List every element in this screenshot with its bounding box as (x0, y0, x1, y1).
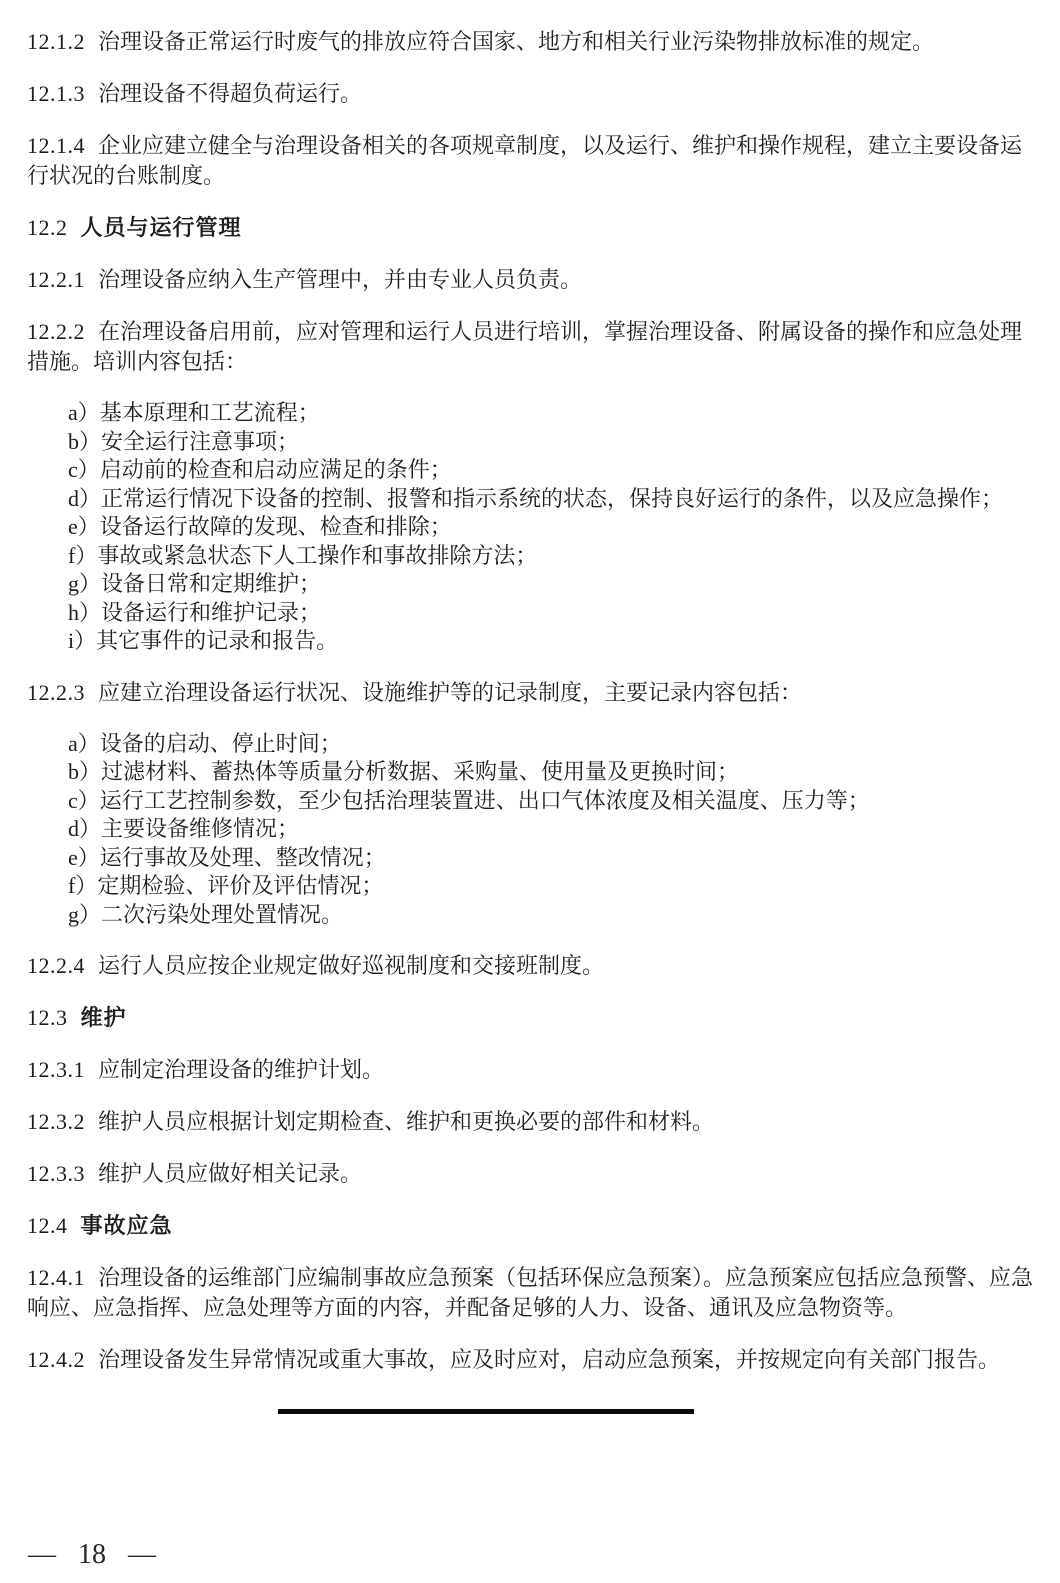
clause-number: 12.2.4 (27, 953, 85, 978)
end-of-text-divider (278, 1409, 694, 1414)
list-item: h）设备运行和维护记录； (68, 599, 322, 625)
section-number: 12.2 (27, 215, 68, 240)
clause-text: 治理设备正常运行时废气的排放应符合国家、地方和相关行业污染物排放标准的规定。 (98, 29, 935, 54)
clause-paragraph (27, 1107, 1035, 1137)
clause-number: 12.3.2 (27, 1109, 85, 1134)
clause-text: 维护人员应根据计划定期检查、维护和更换必要的部件和材料。 (98, 1109, 715, 1134)
list-item: g）设备日常和定期维护； (68, 571, 322, 596)
list-item: d）正常运行情况下设备的控制、报警和指示系统的状态，保持良好运行的条件，以及应急操作； (68, 485, 1004, 511)
clause-number: 12.1.3 (27, 81, 85, 106)
section-heading (27, 1211, 1035, 1241)
clause-number: 12.2.2 (27, 319, 85, 344)
clause-number: 12.1.2 (27, 29, 85, 54)
list-item: f）事故或紧急状态下人工操作和事故排除方法； (68, 542, 538, 568)
clause-paragraph (27, 1055, 1035, 1085)
clause-text: 维护人员应做好相关记录。 (98, 1161, 363, 1186)
list-item: e）运行事故及处理、整改情况； (68, 844, 386, 870)
clause-list (27, 730, 1035, 930)
clause-paragraph (27, 265, 1035, 295)
list-item: b）过滤材料、蓄热体等质量分析数据、采购量、使用量及更换时间； (68, 759, 740, 784)
clause-text: 运行人员应按企业规定做好巡视制度和交接班制度。 (98, 953, 605, 978)
clause-number: 12.4.1 (27, 1265, 85, 1290)
list-item: c）启动前的检查和启动应满足的条件； (68, 457, 452, 482)
list-item: e）设备运行故障的发现、检查和排除； (68, 514, 452, 539)
section-heading (27, 213, 1035, 243)
list-item: d）主要设备维修情况； (68, 816, 300, 841)
clause-text: 企业应建立健全与治理设备相关的各项规章制度，以及运行、维护和操作规程，建立主要设备运行状况的台账制度。 (27, 133, 1023, 188)
clause-paragraph (27, 1263, 1035, 1323)
clause-paragraph (27, 79, 1035, 109)
clause-number: 12.2.3 (27, 679, 85, 705)
clause-list (27, 399, 1035, 656)
clause-paragraph (27, 1159, 1035, 1189)
list-item: b）安全运行注意事项； (68, 428, 300, 454)
list-item: i）其它事件的记录和报告。 (68, 628, 339, 653)
footer-left-dash: — (28, 1539, 56, 1570)
clause-number: 12.3.1 (27, 1057, 85, 1082)
section-heading (27, 1003, 1035, 1033)
clause-paragraph (27, 131, 1035, 191)
clause-paragraph (27, 951, 1035, 981)
list-item: c）运行工艺控制参数，至少包括治理装置进、出口气体浓度及相关温度、压力等； (68, 787, 870, 813)
section-title: 人员与运行管理 (80, 215, 242, 240)
clause-text: 应制定治理设备的维护计划。 (98, 1057, 385, 1082)
clause-paragraph (27, 27, 1035, 57)
section-title: 事故应急 (80, 1213, 173, 1238)
clause-paragraph (27, 317, 1035, 377)
clause-number: 12.2.1 (27, 267, 85, 292)
list-item: f）定期检验、评价及评估情况； (68, 873, 384, 898)
clause-number: 12.4.2 (27, 1347, 85, 1372)
clause-text: 在治理设备启用前，应对管理和运行人员进行培训，掌握治理设备、附属设备的操作和应急处理措施。培训内容包括： (27, 319, 1023, 374)
footer-right-dash: — (128, 1539, 156, 1570)
clause-text: 治理设备发生异常情况或重大事故，应及时应对，启动应急预案，并按规定向有关部门报告。 (98, 1347, 1001, 1372)
clause-paragraph (27, 1345, 1035, 1375)
clause-text: 治理设备的运维部门应编制事故应急预案（包括环保应急预案）。应急预案应包括应急预警、应急响应、应急指挥、应急处理等方面的内容，并配备足够的人力、设备、通讯及应急物资等。 (27, 1265, 1034, 1320)
clause-number: 12.1.4 (27, 133, 85, 158)
section-number: 12.3 (27, 1005, 68, 1030)
page-number: 18 (78, 1539, 106, 1570)
page-footer (28, 1541, 156, 1569)
section-title: 维护 (80, 1005, 127, 1030)
clause-text: 应建立治理设备运行状况、设施维护等的记录制度，主要记录内容包括： (98, 679, 803, 705)
clause-text: 治理设备应纳入生产管理中，并由专业人员负责。 (98, 267, 583, 292)
list-item: a）基本原理和工艺流程； (68, 400, 320, 425)
clause-paragraph (27, 678, 1035, 708)
clause-number: 12.3.3 (27, 1161, 85, 1186)
list-item: a）设备的启动、停止时间； (68, 730, 342, 756)
document-body (27, 27, 1035, 1414)
section-number: 12.4 (27, 1213, 68, 1238)
clause-text: 治理设备不得超负荷运行。 (98, 81, 363, 106)
list-item: g）二次污染处理处置情况。 (68, 901, 344, 927)
